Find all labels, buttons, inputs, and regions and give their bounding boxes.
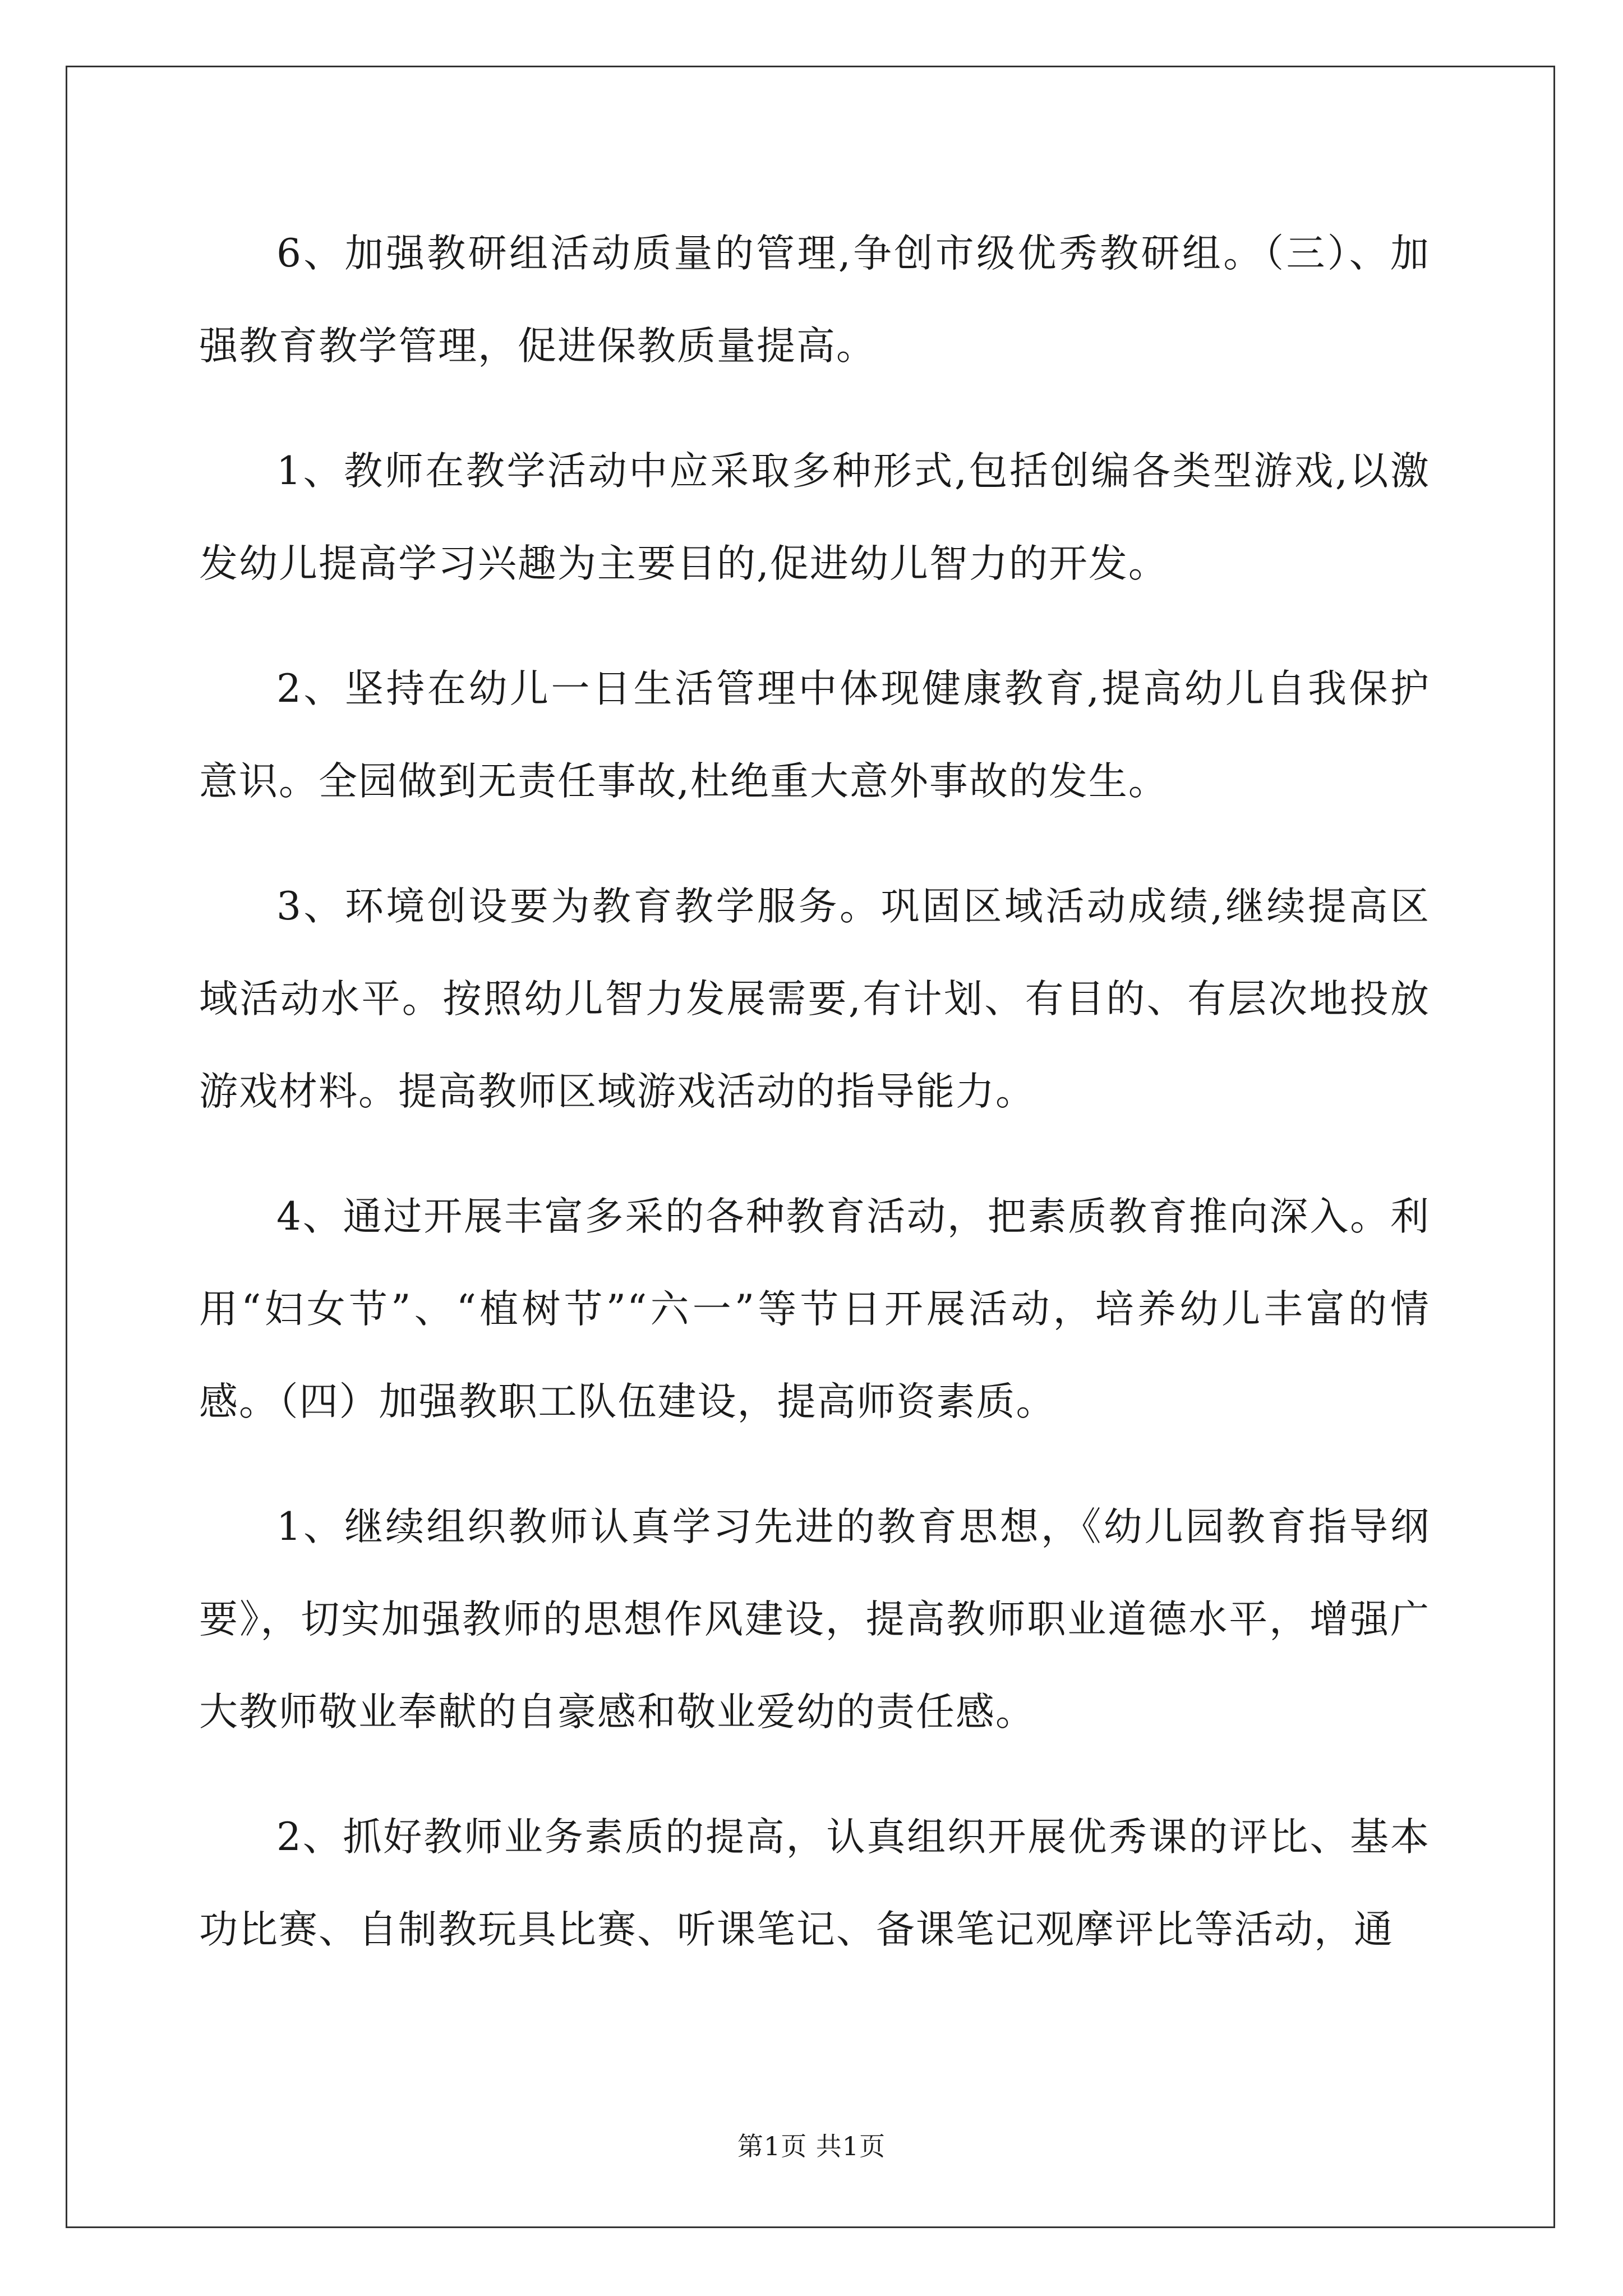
paragraph-6: 1、继续组织教师认真学习先进的教育思想，《幼儿园教育指导纲要》，切实加强教师的思想作风建设，提高教师职业道德水平，增强广大教师敬业奉献的自豪感和敬业爱幼的责任感。: [199, 1504, 1430, 1734]
paragraph-5: 4、通过开展丰富多采的各种教育活动，把素质教育推向深入。利用“妇女节”、“植树节”“六一”等节日开展活动，培养幼儿丰富的情感。（四）加强教职工队伍建设，提高师资素质。: [199, 1194, 1430, 1424]
paragraph-7: 2、抓好教师业务素质的提高，认真组织开展优秀课的评比、基本功比赛、自制教玩具比赛、听课笔记、备课笔记观摩评比等活动，通: [199, 1815, 1430, 1952]
document-body: [199, 208, 1430, 2009]
page-number-footer: 第1页 共1页: [737, 2131, 886, 2161]
paragraph-4: 3、环境创设要为教育教学服务。巩固区域活动成绩,继续提高区域活动水平。按照幼儿智力发展需要,有计划、有目的、有层次地投放游戏材料。提高教师区域游戏活动的指导能力。: [199, 884, 1430, 1114]
paragraph-2: 1、教师在教学活动中应采取多种形式,包括创编各类型游戏,以激发幼儿提高学习兴趣为主要目的,促进幼儿智力的开发。: [199, 449, 1430, 586]
paragraph-3: 2、坚持在幼儿一日生活管理中体现健康教育,提高幼儿自我保护意识。全园做到无责任事故,杜绝重大意外事故的发生。: [199, 666, 1430, 804]
paragraph-1: 6、加强教研组活动质量的管理,争创市级优秀教研组。（三）、加强教育教学管理，促进保教质量提高。: [199, 231, 1430, 369]
